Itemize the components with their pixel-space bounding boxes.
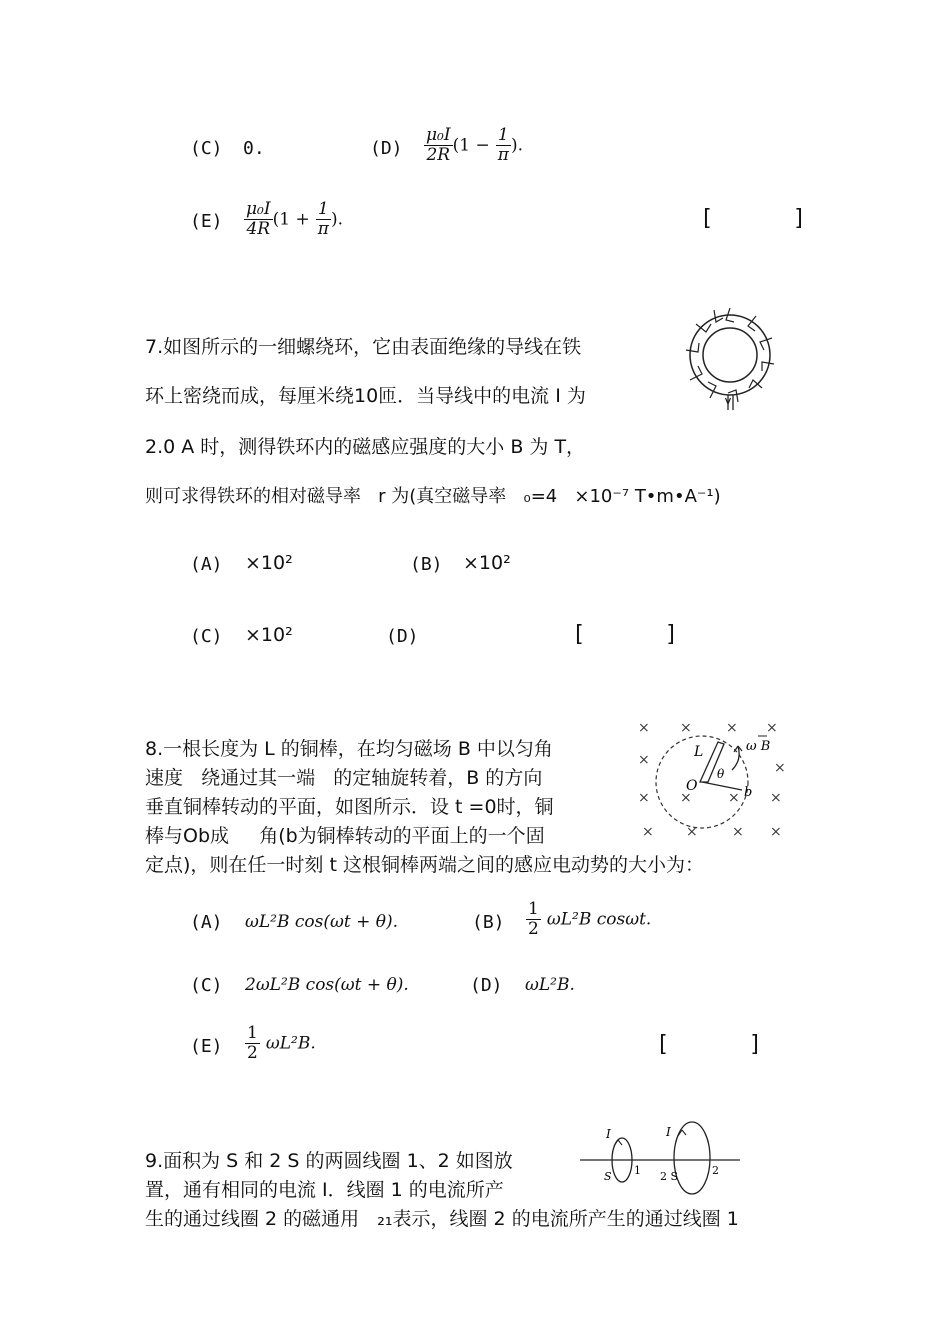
q6-option-e-formula: $\frac{\text{μ₀I}}{4R}$ (1 + $\frac{1}{\pi}$ ). [246,199,343,239]
q8-option-e-formula: $\frac{1}{2}$ ωL²B. [247,1023,316,1063]
q8-text-line-5: 定点)，则在任一时刻 t 这根铜棒两端之间的感应电动势的大小为： [145,854,704,876]
q8-text-line-4: 棒与Ob成 角(b为铜棒转动的平面上的一个固 [145,825,545,847]
q6-answer-bracket: [ ] [700,206,806,231]
fig-label-i1: I [606,1127,611,1141]
svg-text:×: × [770,824,782,840]
q6-option-d-label: (D) [370,138,403,159]
q7-option-d-label: (D) [386,626,419,647]
q7-option-a-label: (A) [190,554,223,575]
fig-label-coil-1: 1 [634,1164,641,1177]
q7-answer-bracket: [ ] [572,622,678,647]
fig-label-coil-2: 2 [712,1164,719,1177]
q7-text-line-4: 则可求得铁环的相对磁导率 r 为(真空磁导率 ₀=4 ×10⁻⁷ T•m•A⁻¹) [145,486,721,507]
q8-text-line-2: 速度 绕通过其一端 的定轴旋转着，B 的方向 [145,767,543,789]
fig-label-omega-b: ω B [746,739,771,754]
q6-option-e-label: (E) [190,211,223,232]
q9-text-line-1: 9.面积为 S 和 2 S 的两圆线圈 1、2 如图放 [145,1150,513,1172]
svg-text:×: × [728,790,740,806]
q7-option-c-value: ×10² [245,624,293,646]
q7-text-line-3: 2.0 A 时，测得铁环内的磁感应强度的大小 B 为 T， [145,436,586,458]
q8-option-e-label: (E) [190,1036,223,1057]
svg-text:×: × [774,760,786,776]
svg-text:×: × [638,790,650,806]
q7-text-line-1: 7.如图所示的一细螺绕环，它由表面绝缘的导线在铁 [145,336,582,358]
svg-text:×: × [770,790,782,806]
fig-label-i2: I [666,1125,671,1139]
q7-option-b-value: ×10² [463,552,511,574]
svg-text:×: × [726,720,738,736]
q7-option-b-label: (B) [410,554,443,575]
q8-text-line-3: 垂直铜棒转动的平面，如图所示．设 t =0时，铜 [145,796,554,818]
toroid-coil-figure [676,300,786,412]
fig-label-s: S [604,1170,612,1183]
q8-option-a-expr: ωL²B cos(ωt + θ). [245,912,398,932]
fig-label-L: L [694,744,704,760]
q7-text-line-2: 环上密绕而成，每厘米绕10匝．当导线中的电流 I 为 [145,385,586,407]
fig-label-o: O [686,778,698,794]
q8-option-b-formula: $\frac{1}{2}$ ωL²B cosωt. [528,899,652,939]
q8-option-c-label: (C) [190,975,223,996]
q9-text-line-2: 置，通有相同的电流 I．线圈 1 的电流所产 [145,1179,504,1201]
q7-option-a-value: ×10² [245,552,293,574]
two-coils-figure [578,1116,742,1196]
q7-option-c-label: (C) [190,626,223,647]
q8-option-d-expr: ωL²B. [525,975,575,995]
svg-text:×: × [766,720,778,736]
q8-answer-bracket: [ ] [656,1032,762,1057]
q6-option-c-label: (C) [190,138,223,159]
fig-label-b: b [744,785,753,800]
svg-text:×: × [638,752,650,768]
q8-text-line-1: 8.一根长度为 L 的铜棒，在均匀磁场 B 中以匀角 [145,738,553,760]
fig-label-2s: 2 S [660,1170,679,1183]
svg-text:×: × [732,824,744,840]
q8-option-b-label: (B) [472,912,505,933]
svg-text:×: × [680,720,692,736]
svg-text:×: × [680,790,692,806]
fig-label-theta: θ [717,767,725,781]
q8-option-d-label: (D) [470,975,503,996]
svg-text:×: × [686,824,698,840]
q8-option-a-label: (A) [190,912,223,933]
svg-text:×: × [638,720,650,736]
rotating-rod-figure [634,716,794,842]
q6-option-d-formula: $\frac{\text{μ₀I}}{2R}$ (1 − $\frac{1}{\pi}$ ). [426,125,523,165]
svg-text:×: × [642,824,654,840]
q6-option-c-value: 0. [243,138,265,159]
q9-text-line-3: 生的通过线圈 2 的磁通用 ₂₁表示，线圈 2 的电流所产生的通过线圈 1 [145,1208,739,1230]
q8-option-c-expr: 2ωL²B cos(ωt + θ). [245,975,409,995]
